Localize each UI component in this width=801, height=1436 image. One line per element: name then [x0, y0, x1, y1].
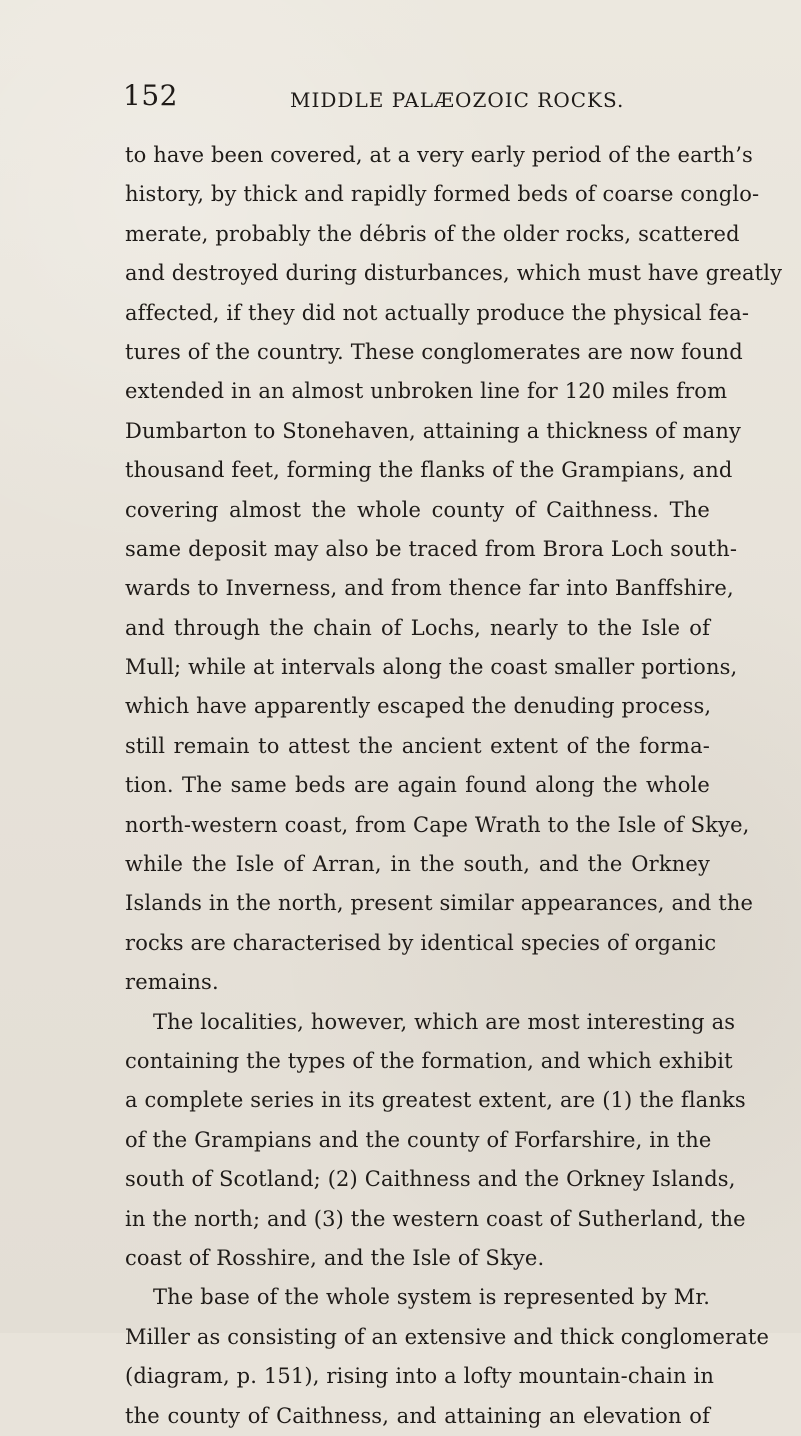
text-line-13: and through the chain of Lochs, nearly to the Isle of [125, 615, 710, 640]
text-line-25: a complete series in its greatest extent, are (1) the flanks [125, 1088, 746, 1113]
text-line-18: north-western coast, from Cape Wrath to the Isle of Skye, [125, 812, 750, 837]
text-line-14: Mull; while at intervals along the coast smaller portions, [125, 655, 738, 680]
text-line-5: affected, if they did not actually produce the physical fea- [125, 300, 750, 325]
text-line-15: which have apparently escaped the denuding process, [125, 694, 712, 719]
body-text [125, 136, 783, 1436]
text-line-24: containing the types of the formation, and which exhibit [125, 1048, 733, 1073]
text-line-12: wards to Inverness, and from thence far into Banffshire, [125, 576, 734, 601]
text-line-4: and destroyed during disturbances, which must have greatly [125, 261, 783, 286]
text-line-19: while the Isle of Arran, in the south, and the Orkney [125, 852, 710, 877]
text-line-27: south of Scotland; (2) Caithness and the Orkney Islands, [125, 1167, 736, 1192]
page-number: 152 [123, 79, 178, 112]
running-head: MIDDLE PALÆOZOIC ROCKS. [290, 88, 625, 112]
text-line-30: The base of the whole system is represented by Mr. [153, 1285, 711, 1310]
text-line-1: to have been covered, at a very early period of the earth’s [125, 143, 753, 167]
text-line-11: same deposit may also be traced from Brora Loch south- [125, 536, 738, 561]
text-line-20: Islands in the north, present similar appearances, and the [125, 891, 754, 916]
text-line-17: tion. The same beds are again found along the whole [125, 773, 710, 798]
text-line-21: rocks are characterised by identical species of organic [125, 930, 717, 955]
text-line-33: the county of Caithness, and attaining an elevation of [125, 1403, 710, 1428]
text-line-16: still remain to attest the ancient extent of the forma- [125, 733, 710, 758]
text-line-2: history, by thick and rapidly formed beds of coarse conglo- [125, 182, 760, 207]
text-line-8: Dumbarton to Stonehaven, attaining a thickness of many [125, 418, 742, 443]
text-line-7: extended in an almost unbroken line for 120 miles from [125, 379, 728, 404]
text-line-22: remains. [125, 970, 219, 995]
text-line-29: coast of Rosshire, and the Isle of Skye. [125, 1245, 545, 1270]
text-line-32: (diagram, p. 151), rising into a lofty mountain-chain in [125, 1364, 715, 1389]
page-header [0, 79, 801, 122]
text-line-28: in the north; and (3) the western coast of Sutherland, the [125, 1206, 746, 1231]
text-line-3: merate, probably the débris of the older rocks, scattered [125, 221, 740, 246]
text-line-23: The localities, however, which are most interesting as [153, 1009, 736, 1034]
text-line-6: tures of the country. These conglomerates are now found [125, 339, 743, 364]
text-line-31: Miller as consisting of an extensive and thick conglomerate [125, 1324, 770, 1349]
text-line-26: of the Grampians and the county of Forfarshire, in the [125, 1127, 712, 1152]
text-line-9: thousand feet, forming the flanks of the Grampians, and [125, 458, 733, 483]
text-line-10: covering almost the whole county of Caithness. The [125, 497, 710, 522]
